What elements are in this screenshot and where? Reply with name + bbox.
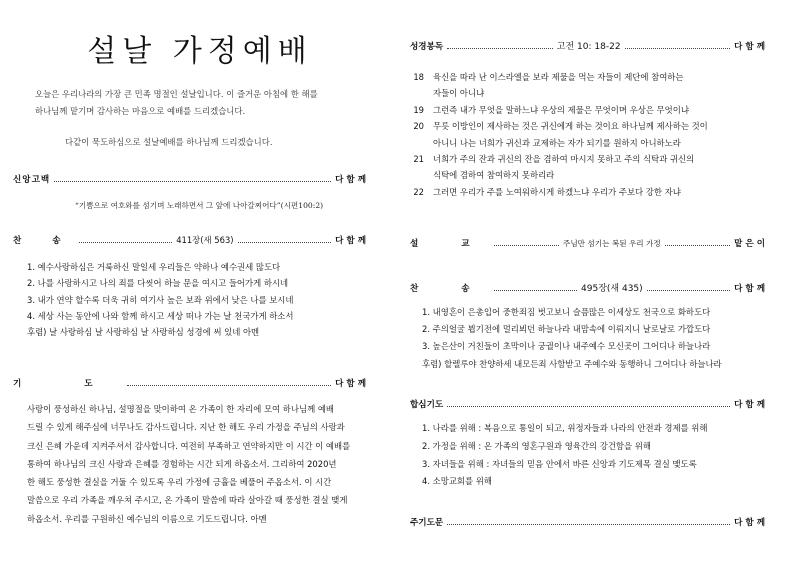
lordsprayer-label: 주기도문	[410, 518, 444, 528]
intercession-list	[422, 420, 707, 491]
hymn2-label: 찬 송	[410, 284, 490, 294]
prayer-line: 사랑이 풍성하신 하나님, 설명절을 맞이하여 온 가족이 한 자리에 모여 하나님께 예배	[27, 404, 335, 414]
hymn1-leader: 다 함 께	[335, 236, 367, 246]
verse-line: 무릇 이방인이 제사하는 것은 귀신에게 하는 것이요 하나님께 제사하는 것이	[433, 121, 708, 132]
lyric-line: 4. 세상 사는 동안에 나와 함께 하시고 세상 떠나 가는 날 천국가게 하소서	[27, 310, 294, 321]
sermon-heading	[410, 237, 765, 249]
reading-heading	[410, 40, 765, 52]
verse	[400, 69, 708, 102]
hymn1-lyrics	[27, 259, 293, 340]
verse-text	[433, 184, 681, 200]
reading-leader: 다 함 께	[734, 42, 766, 52]
verse-line: 자들이 아니냐	[433, 88, 485, 99]
verse	[400, 118, 708, 151]
prayer-label: 기 도	[13, 379, 123, 389]
hymn1-heading	[13, 234, 366, 246]
prayer-heading	[13, 377, 366, 389]
intro-line-1: 오늘은 우리나라의 가장 큰 민족 명절인 설날입니다. 이 즐거운 아침에 한 해를	[35, 89, 318, 99]
leader-dots	[647, 289, 730, 291]
prayer-text	[27, 400, 350, 528]
verse	[400, 151, 708, 184]
lyric-line: 후렴) 할렐루야 찬양하세 내모든죄 사함받고 주예수와 동행하니 그어디나 하늘나라	[422, 358, 722, 369]
sermon-subject: 주님만 섬기는 복된 우리 가정	[563, 239, 661, 248]
page-title: 설날 가정예배	[87, 34, 313, 69]
intro-line-2: 하나님께 맡기며 감사하는 마음으로 예배를 드리겠습니다.	[35, 106, 246, 116]
prayer-line: 하옵소서. 우리를 구원하신 예수님의 이름으로 기도드립니다. 아멘	[27, 513, 267, 524]
verse	[400, 184, 708, 200]
leader-dots	[665, 244, 730, 246]
prayer-line: 한 해도 풍성한 결실을 거둘 수 있도록 우리 가정에 긍휼을 베풀어 주옵소서. 이 시간	[27, 477, 332, 488]
verse-line: 식탁에 겸하여 참여하지 못하리라	[433, 170, 555, 181]
prayer-line: 통하여 하나님의 크신 사랑과 은혜를 경험하는 시간 되게 하옵소서. 그리하여 2020년	[27, 458, 337, 469]
verse-line: 그런즉 내가 무엇을 말하느냐 우상의 제물은 무엇이며 우상은 무엇이냐	[433, 104, 689, 115]
verse-text	[433, 102, 689, 118]
lyric-line: 1. 예수사랑하심은 거룩하신 말일세 우리들은 약하나 예수권세 많도다	[27, 262, 281, 272]
verse-number: 20	[413, 121, 424, 132]
verse-line: 너희가 주의 잔과 귀신의 잔을 겸하여 마시지 못하고 주의 식탁과 귀신의	[433, 154, 695, 165]
list-item: 1. 나라를 위해 : 복음으로 통일이 되고, 위정자들과 나라의 안전과 경제를 위해	[422, 423, 708, 433]
reading-reference: 고전 10: 18-22	[556, 42, 621, 52]
verse-line: 아니니 나는 너희가 귀신과 교제하는 자가 되기를 원하지 아니하노라	[433, 137, 681, 148]
lyric-line: 3. 높은산이 거친들이 초막이나 궁궐이나 내주예수 모신곳이 그어디나 하늘나라	[422, 341, 711, 352]
verse-text	[433, 118, 708, 151]
prayer-line: 드릴 수 있게 해주심에 너무나도 감사드립니다. 지난 한 해도 우리 가정을 주님의 사랑과	[27, 422, 345, 433]
confession-heading	[13, 173, 366, 185]
hymn2-leader: 다 함 께	[734, 284, 766, 294]
hymn1-label: 찬 송	[13, 236, 75, 246]
leader-dots	[79, 241, 173, 243]
verse-number: 22	[413, 186, 424, 197]
verse-text	[433, 69, 684, 102]
list-item: 4. 소망교회를 위해	[422, 476, 492, 487]
verse-number: 18	[413, 72, 424, 82]
verse-text	[433, 151, 694, 184]
intercession-leader: 다 함 께	[734, 400, 765, 410]
intercession-label: 합심기도	[410, 400, 444, 410]
leader-dots	[494, 244, 559, 246]
lyric-line: 1. 내영혼이 은총입어 중한죄짐 벗고보니 슬픔많은 이세상도 천국으로 화하도다	[422, 307, 711, 317]
verse-number: 21	[413, 154, 424, 165]
verse-line: 육신을 따라 난 이스라엘을 보라 제물을 먹는 자들이 제단에 참여하는	[433, 72, 684, 82]
sermon-leader: 맡 은 이	[734, 239, 765, 249]
prayer-line: 크신 은혜 가운데 지켜주셔서 감사합니다. 여전히 부족하고 연약하지만 이 시간 이 예배를	[27, 440, 351, 451]
hymn2-heading	[410, 282, 765, 294]
leader-dots	[447, 47, 553, 49]
intercession-heading	[410, 398, 765, 410]
verse-line: 그러면 우리가 주를 노여워하시게 하겠느냐 우리가 주보다 강한 자냐	[433, 186, 681, 197]
verse-number: 19	[413, 104, 424, 115]
leader-dots	[54, 180, 331, 182]
lyric-line: 후렴) 날 사랑하심 날 사랑하심 날 사랑하심 성경에 써 있네 아멘	[27, 327, 260, 338]
lyric-line: 3. 내가 연약 할수록 더욱 귀히 여기사 높은 보좌 위에서 낮은 나를 보시네	[27, 294, 294, 305]
leader-dots	[238, 241, 332, 243]
prayer-line: 말씀으로 우리 가족을 깨우쳐 주시고, 온 가족이 말씀에 따라 살아갈 때 풍성한 결실 맺게	[27, 495, 348, 506]
leader-dots	[447, 405, 730, 407]
list-item: 3. 자녀들을 위해 : 자녀들의 믿음 안에서 바른 신앙과 기도제목 결실 맺도록	[422, 458, 697, 469]
confession-quote: “기쁨으로 여호와를 섬기며 노래하면서 그 앞에 나아갈찌어다”(시편100:2)	[75, 201, 324, 210]
hymn2-number: 495장(새 435)	[581, 284, 643, 294]
confession-label: 신앙고백	[13, 175, 51, 185]
verse	[400, 102, 708, 118]
lordsprayer-heading	[410, 516, 765, 528]
leader-dots	[127, 384, 332, 386]
intro-line-3: 다같이 묵도하심으로 설날예배를 하나님께 드리겠습니다.	[65, 137, 273, 147]
lyric-line: 2. 나를 사랑하시고 나의 죄를 다씻어 하늘 문을 여시고 들어가게 하시네	[27, 278, 289, 289]
list-item: 2. 가정을 위해 : 온 가족의 영혼구원과 영육간의 강건함을 위해	[422, 440, 651, 451]
leader-dots	[494, 289, 577, 291]
lyric-line: 2. 주의얼굴 뵙기전에 멀리뵈던 하늘나라 내맘속에 이뤄지니 날로날로 가깝도다	[422, 324, 711, 335]
prayer-leader: 다 함 께	[335, 379, 366, 389]
leader-dots	[625, 47, 731, 49]
lordsprayer-leader: 다 함 께	[734, 518, 765, 528]
sermon-label: 설 교	[410, 239, 490, 249]
hymn2-lyrics	[422, 304, 722, 373]
hymn1-number: 411장(새 563)	[176, 235, 234, 245]
scripture-passage	[400, 69, 708, 200]
reading-label: 성경봉독	[410, 42, 444, 52]
confession-leader: 다 함 께	[335, 175, 366, 185]
leader-dots	[447, 523, 730, 525]
